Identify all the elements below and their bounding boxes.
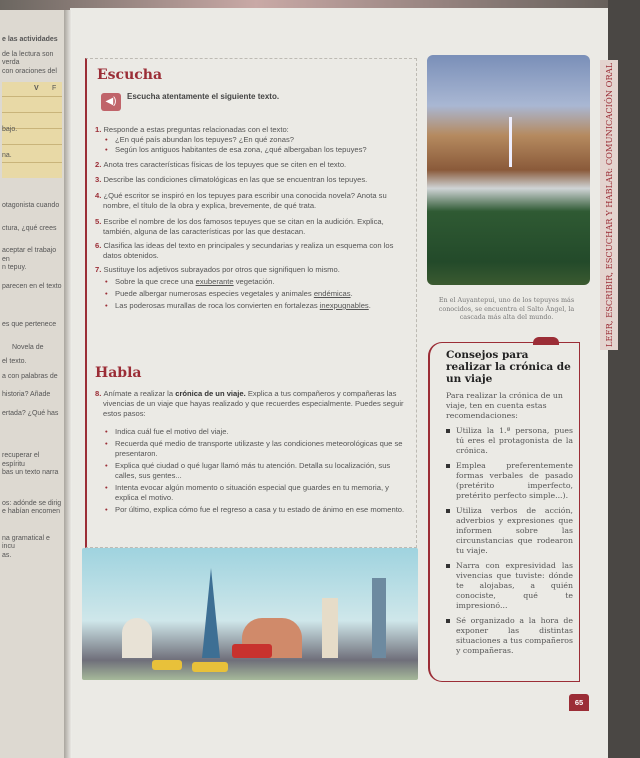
text: Explica a tus compañeros y compañeras las vivencias de un viaje que hayas realizado y que recuerdes especialmente. Puedes seguir estos pasos: <box>103 389 404 418</box>
question-4: 4. ¿Qué escritor se inspiró en los tepuyes para escribir una conocida novela? Anota su nombre, el título de la obra y explica, brevemente, de qué trata. <box>95 191 387 210</box>
left-line: as. <box>2 551 12 559</box>
book-spine <box>64 10 72 758</box>
habla-title: Habla <box>95 365 142 381</box>
question-2: 2. Anota tres características físicas de los tepuyes que se citen en el texto. <box>95 160 347 169</box>
underlined-word: endémicas <box>313 289 351 298</box>
left-line: os: adónde se dirig <box>2 499 62 507</box>
left-line: na gramatical e incu <box>2 534 50 550</box>
question-6: 6. Clasifica las ideas del texto en principales y secundarias y realiza un esquema con los datos obtenidos. <box>95 241 394 260</box>
tip-item: Narra con expresividad las vivencias que tuviste: dónde te alojabas, a quién conociste, qué te impresionó... <box>446 561 573 611</box>
question-text: Sustituye los adjetivos subrayados por otros que signifiquen lo mismo. <box>103 265 340 274</box>
text: Las poderosas murallas de roca los convierten en fortalezas <box>115 301 320 310</box>
salto-angel-photo <box>427 55 590 285</box>
question-text: ¿Qué escritor se inspiró en los tepuyes para escribir una conocida novela? Anota su nombre, el título de la obra y explica, brevemente, de qué trata. <box>103 191 387 210</box>
question-1b: • Según los antiguos habitantes de esa zona, ¿qué albergaban los tepuyes? <box>95 145 413 155</box>
left-line: e las actividades <box>2 36 58 43</box>
question-7c <box>95 301 413 311</box>
left-line: e habían encomen <box>2 508 60 515</box>
tip-item: Utiliza verbos de acción, adverbios y expresiones que informen sobre las circunstancias que rodearon tu viaje. <box>446 506 573 556</box>
question-text: Responde a estas preguntas relacionadas con el texto: <box>103 125 289 134</box>
question-1a: • ¿En qué país abundan los tepuyes? ¿En qué zonas? <box>95 135 413 145</box>
question-text: Describe las condiciones climatológicas en las que se encuentran los tepuyes. <box>103 175 368 184</box>
left-line: el texto. <box>2 358 27 365</box>
step-item: • Recuerda qué medio de transporte utilizaste y las condiciones meteorológicas que se presentaron. <box>95 439 413 459</box>
left-line: historia? Añade <box>2 391 51 398</box>
text: . <box>368 301 371 310</box>
bold-text: crónica de un viaje. <box>175 389 246 398</box>
left-line: na. <box>2 152 12 159</box>
habla-content <box>95 389 413 515</box>
tip-item: Emplea preferentemente formas verbales de pasado (pretérito imperfecto, pretérito perfecto simple...). <box>446 461 573 501</box>
travel-illustration <box>82 548 418 680</box>
left-line: bas un texto narra <box>2 469 59 476</box>
left-line: ctura, ¿qué crees <box>2 224 57 232</box>
consejos-title: Consejos para realizar la crónica de un viaje <box>446 349 571 385</box>
tip-item: Utiliza la 1.ª persona, pues tú eres el protagonista de la crónica. <box>446 426 573 456</box>
true-false-table <box>2 82 62 178</box>
section-side-label: LEER, ESCRIBIR, ESCUCHAR Y HABLAR: COMUNICACIÓN ORAL <box>600 60 618 350</box>
left-line: Novela de <box>12 343 44 351</box>
text: Sobre la que crece una <box>115 277 196 286</box>
step-item: • Intenta evocar algún momento o situación especial que guardes en tu memoria, y explica el motivo. <box>95 483 413 503</box>
left-page <box>0 10 64 758</box>
escucha-section <box>85 58 417 548</box>
table-header-f: F <box>52 85 57 92</box>
escucha-title: Escucha <box>97 67 163 83</box>
speaker-icon[interactable]: ◀) <box>101 93 121 111</box>
text: Anímate a realizar la <box>103 389 176 398</box>
text: . <box>350 289 353 298</box>
step-item: • Explica qué ciudad o qué lugar llamó más tu atención. Detalla su localización, sus calles, sus gentes... <box>95 461 413 481</box>
escucha-instruction: Escucha atentamente el siguiente texto. <box>127 92 280 101</box>
left-line: recuperar el espíritu <box>2 452 40 468</box>
left-line: otagonista cuando <box>2 202 60 209</box>
underlined-word: exuberante <box>195 277 234 286</box>
table-header-v: V <box>34 85 39 92</box>
left-line: con oraciones del <box>2 67 57 75</box>
question-text: Clasifica las ideas del texto en principales y secundarias y realiza un esquema con los datos obtenidos. <box>103 241 394 260</box>
question-5: 5. Escribe el nombre de los dos famosos tepuyes que se citan en la audición. Explica, también, alguna de las características por las que destacan. <box>95 217 384 236</box>
step-item: • Indica cuál fue el motivo del viaje. <box>95 427 413 437</box>
text: Puede albergar numerosas especies vegetales y animales <box>115 289 314 298</box>
consejos-box <box>428 342 580 682</box>
left-line: de la lectura son verda <box>2 50 54 66</box>
left-line: parecen en el texto <box>2 282 62 290</box>
text: vegetación. <box>233 277 275 286</box>
left-line: es que pertenece <box>2 321 57 328</box>
question-text: Anota tres características físicas de los tepuyes que se citen en el texto. <box>103 160 347 169</box>
question-8: 8. Anímate a realizar la crónica de un viaje. Explica a tus compañeros y compañeras las vivencias de un viaje que hayas realizado y que recuerdes especialmente. Puedes seguir estos pasos: <box>95 389 404 418</box>
left-line: ertada? ¿Qué has <box>2 409 59 417</box>
page-number: 65 <box>569 694 589 711</box>
step-item: • Por último, explica cómo fue el regreso a casa y tu estado de ánimo en ese momento. <box>95 505 413 515</box>
left-line: aceptar el trabajo en <box>2 247 57 263</box>
question-7b <box>95 289 413 299</box>
question-text: Escribe el nombre de los dos famosos tepuyes que se citan en la audición. Explica, también, alguna de las características por las que destacan. <box>103 217 384 236</box>
underlined-word: inexpugnables <box>319 301 369 310</box>
question-3: 3. Describe las condiciones climatológicas en las que se encuentran los tepuyes. <box>95 175 368 184</box>
left-line: a con palabras de <box>2 372 58 380</box>
left-line: bajo. <box>2 126 18 133</box>
question-1: 1. Responde a estas preguntas relacionadas con el texto: <box>95 125 289 134</box>
tip-item: Sé organizado a la hora de exponer las distintas situaciones a tus compañeros y compañeras. <box>446 616 573 656</box>
question-7a <box>95 277 413 287</box>
photo-caption: En el Auyantepui, uno de los tepuyes más conocidos, se encuentra el Salto Ángel, la cascada más alta del mundo. <box>438 296 575 321</box>
question-7: 7. Sustituye los adjetivos subrayados por otros que signifiquen lo mismo. <box>95 265 340 274</box>
left-line: n tepuy. <box>2 264 27 271</box>
questions-list <box>95 125 413 311</box>
consejos-intro: Para realizar la crónica de un viaje, ten en cuenta estas recomendaciones: <box>446 391 563 420</box>
